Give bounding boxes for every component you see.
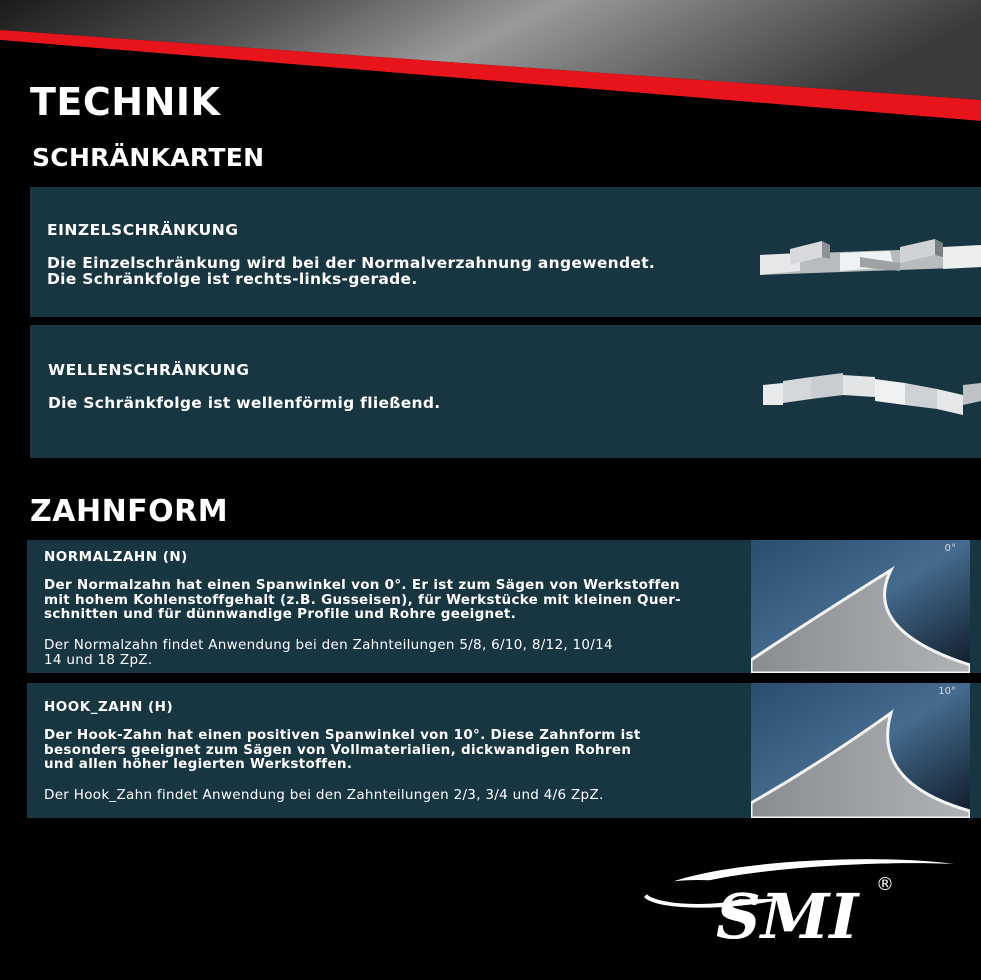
hookzahn-usage: Der Hook_Zahn findet Anwendung bei den Zahnteilungen 2/3, 3/4 und 4/6 ZpZ. (44, 787, 604, 803)
page-title: TECHNIK (30, 80, 221, 124)
hookzahn-illustration (751, 683, 970, 818)
registered-mark: ® (876, 874, 894, 895)
normalzahn-illustration (751, 540, 970, 673)
smi-logo (638, 852, 958, 947)
normalzahn-usage: Der Normalzahn findet Anwendung bei den Zahnteilungen 5/8, 6/10, 8/12, 10/14 14 und 18 ZpZ. (44, 637, 613, 668)
einzelschraenkung-heading: EINZELSCHRÄNKUNG (47, 221, 239, 239)
section-title-schraenkarten: SCHRÄNKARTEN (32, 143, 265, 172)
einzelschraenkung-illustration (760, 227, 981, 287)
hookzahn-angle-label: 10° (938, 686, 956, 697)
section-title-zahnform: ZAHNFORM (30, 494, 229, 529)
hookzahn-panel (27, 683, 981, 818)
normalzahn-description: Der Normalzahn hat einen Spanwinkel von 0°. Er ist zum Sägen von Werkstoffen mit hohem Kohlenstoffgehalt (z.B. Gusseisen), für Werkstücke mit kleinen Quer- schnitten und für dünnwandige Profile und Rohre geeignet. (44, 577, 682, 622)
wellenschraenkung-heading: WELLENSCHRÄNKUNG (48, 361, 250, 379)
wellenschraenkung-description: Die Schränkfolge ist wellenförmig fließend. (48, 394, 441, 412)
normalzahn-panel (27, 540, 981, 673)
tooth-profile-10deg (751, 683, 970, 818)
einzelschraenkung-description: Die Einzelschränkung wird bei der Normalverzahnung angewendet. Die Schränkfolge ist rechts-links-gerade. (47, 254, 656, 288)
wellenschraenkung-illustration (763, 365, 981, 425)
tooth-profile-0deg (751, 540, 970, 673)
hookzahn-description: Der Hook-Zahn hat einen positiven Spanwinkel von 10°. Diese Zahnform ist besonders geeignet zum Sägen von Vollmaterialien, dickwandigen Rohren und allen höher legierten Werkstoffen. (44, 727, 641, 772)
normalzahn-angle-label: 0° (944, 543, 956, 554)
einzelschraenkung-panel (30, 187, 981, 317)
normalzahn-heading: NORMALZAHN (N) (44, 549, 188, 565)
hookzahn-heading: HOOK_ZAHN (H) (44, 699, 174, 715)
logo-text: SMI (716, 880, 859, 947)
wellenschraenkung-panel (30, 325, 981, 458)
